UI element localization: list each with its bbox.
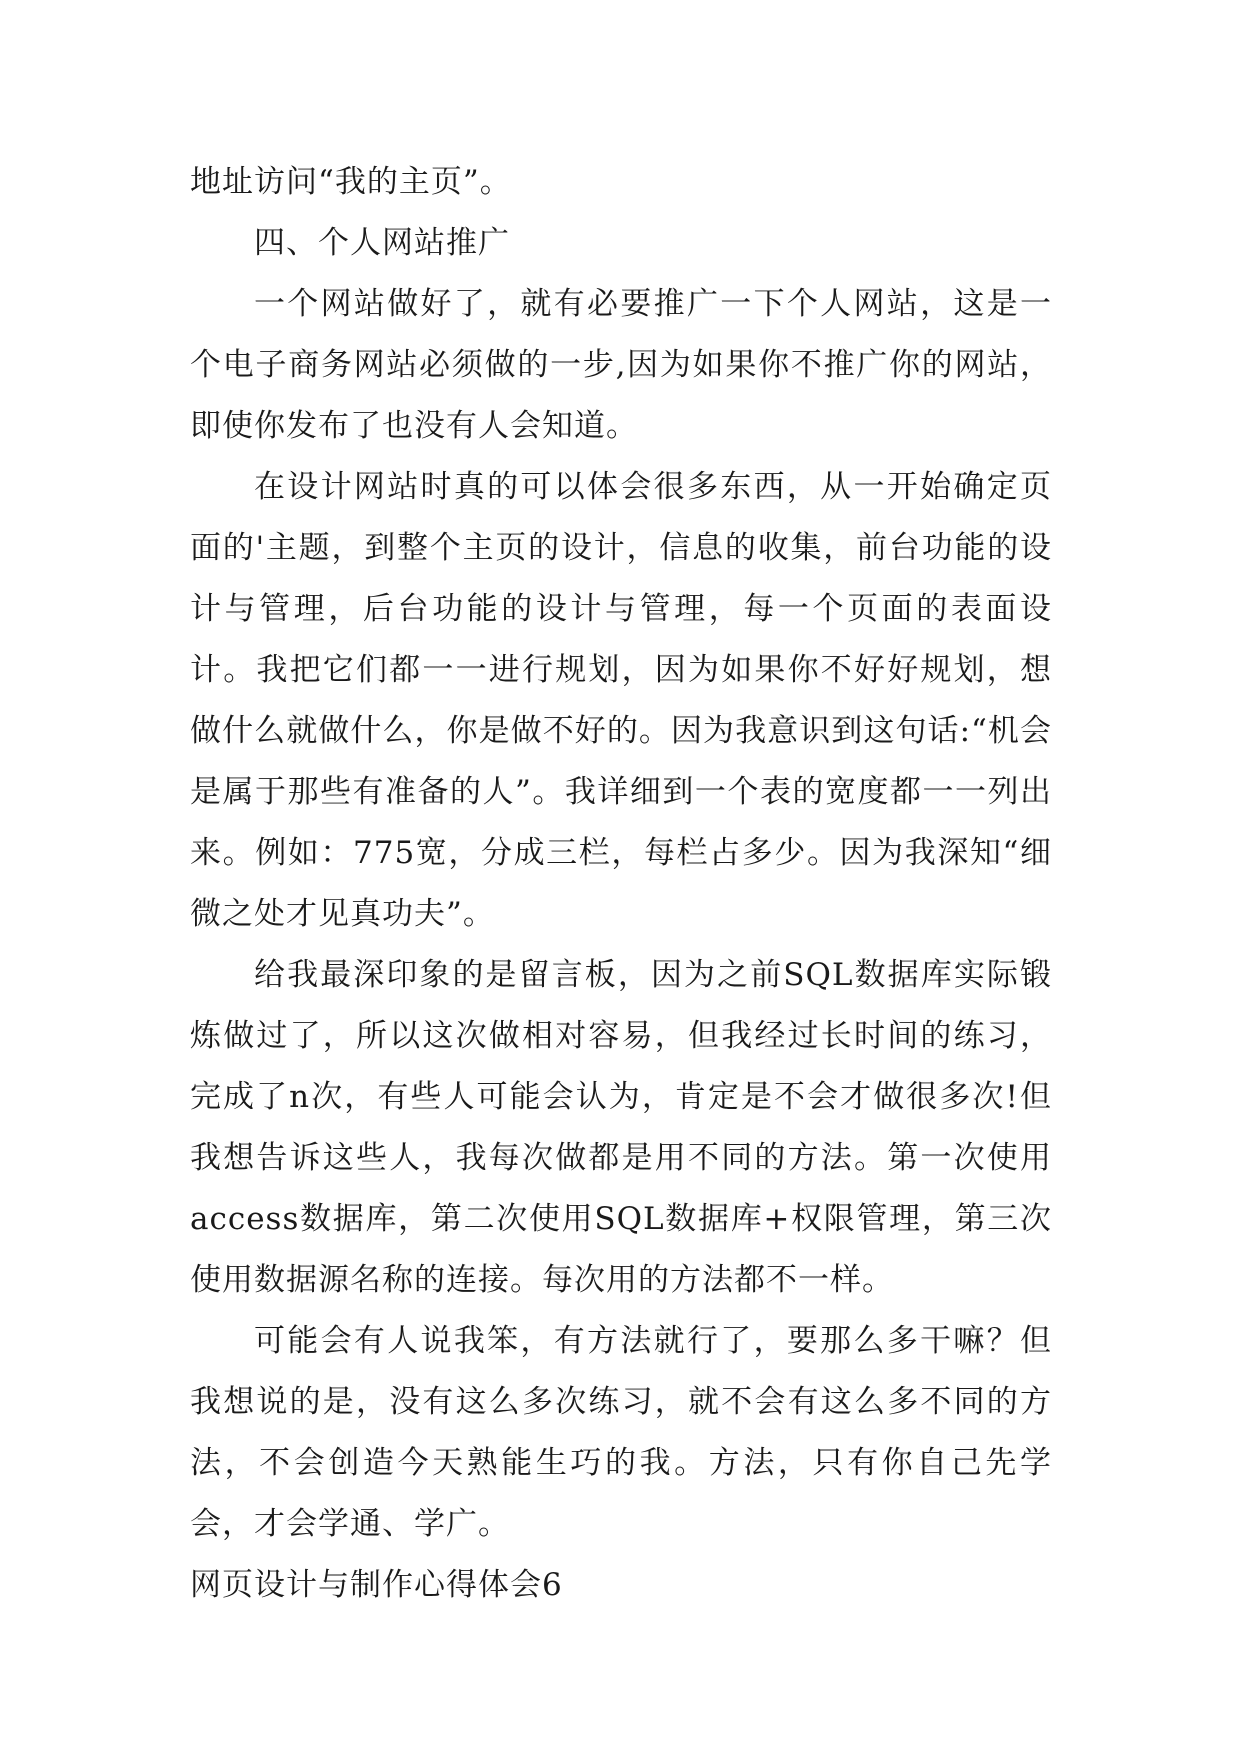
paragraph: 可能会有人说我笨，有方法就行了，要那么多干嘛？但我想说的是，没有这么多次练习，就不会有这么多不同的方法，不会创造今天熟能生巧的我。方法，只有你自己先学会，才会学通、学广。 bbox=[190, 1323, 1052, 1542]
paragraph: 给我最深印象的是留言板，因为之前SQL数据库实际锻炼做过了，所以这次做相对容易，但我经过长时间的练习，完成了n次，有些人可能会认为，肯定是不会才做很多次!但我想告诉这些人，我每次做都是用不同的方法。第一次使用access数据库，第二次使用SQL数据库+权限管理，第三次使用数据源名称的连接。每次用的方法都不一样。 bbox=[190, 957, 1052, 1298]
document-body bbox=[190, 152, 1052, 1616]
section-title: 网页设计与制作心得体会6 bbox=[190, 1567, 563, 1603]
paragraph-continuation: 地址访问“我的主页”。 bbox=[190, 164, 512, 200]
paragraph: 在设计网站时真的可以体会很多东西，从一开始确定页面的'主题，到整个主页的设计，信息的收集，前台功能的设计与管理，后台功能的设计与管理，每一个页面的表面设计。我把它们都一一进行规划，因为如果你不好好规划，想做什么就做什么，你是做不好的。因为我意识到这句话:“机会是属于那些有准备的人”。我详细到一个表的宽度都一一列出来。例如：775宽，分成三栏，每栏占多少。因为我深知“细微之处才见真功夫”。 bbox=[190, 469, 1052, 932]
paragraph: 一个网站做好了，就有必要推广一下个人网站，这是一个电子商务网站必须做的一步,因为如果你不推广你的网站，即使你发布了也没有人会知道。 bbox=[190, 286, 1052, 444]
section-heading: 四、个人网站推广 bbox=[254, 225, 510, 261]
